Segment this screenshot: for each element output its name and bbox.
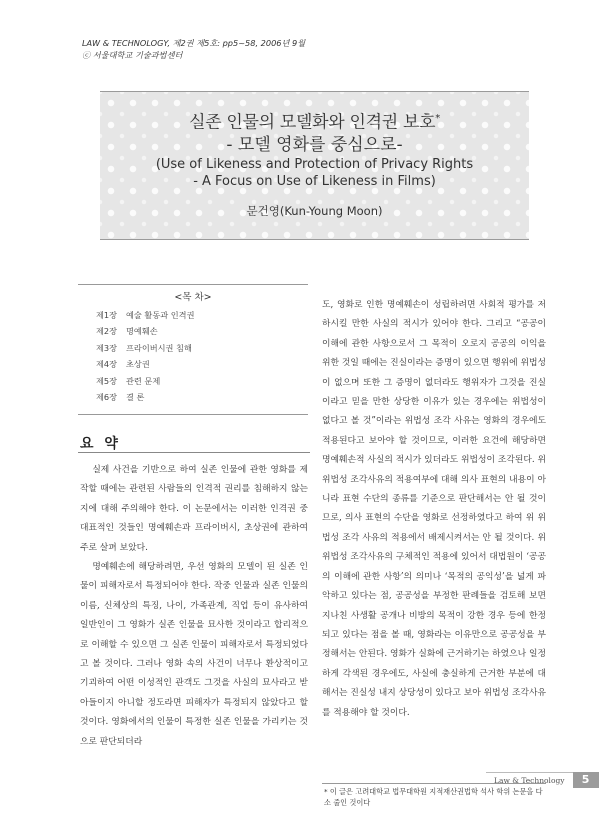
table-of-contents <box>78 284 308 415</box>
toc-item-label: 관련 문제 <box>126 375 161 386</box>
toc-item-label: 프라이버시권 침해 <box>126 342 192 353</box>
toc-item-label: 예술 활동과 인격권 <box>126 310 195 320</box>
paper-subtitle: - 모델 영화를 중심으로- <box>226 134 403 155</box>
toc-item <box>96 307 308 323</box>
page-footer <box>486 772 599 788</box>
toc-item-number: 제2장 <box>96 326 118 337</box>
toc-item-label: 명예훼손 <box>126 326 158 337</box>
toc-item <box>96 340 308 356</box>
left-column <box>80 461 308 752</box>
banner-top-rule <box>100 91 529 92</box>
right-column-paragraph: 도, 영화로 인한 명예훼손이 성립하려면 사회적 평가를 저하시킬 만한 사실의 적시가 있어야 한다. 그리고 “공공이 이해에 관한 사항으로서 그 목적이 오로지 공공의 이익을 위한 것일 때에는 진실이라는 증명이 있으면 행위에 위법성이 없으며 또한 그 증명이 없더라도 행위자가 그것을 진실이라고 믿을 만한 상당한 이유가 있는 경우에는 위법성이 없다고 볼 것”이라는 위법성 조각 사유는 영화의 경우에도 적용된다고 보아야 할 것이므로, 이러한 요건에 해당하면 명예훼손적 사실의 적시가 있더라도 위법성이 조각된다. 위 위법성 조각사유의 적용여부에 대해 의사 표현의 내용이 아니라 표현 수단의 종류를 기준으로 판단해서는 안 될 것이므로, 의사 표현의 수단을 영화로 선정하였다고 하여 위 위법성 조각 사유의 적용에서 배제시켜서는 안 될 것이다. 위 위법성 조각사유의 구체적인 적용에 있어서 대법원이 ‘공공의 이해에 관한 사항’의 의미나 ‘목적의 공익성’을 넓게 파악하고 있다는 점, 공공성을 부정한 판례들을 검토해 보면 지나친 사생활 공개나 비방의 목적이 강한 경우 등에 한정되고 있다는 점을 볼 때, 영화라는 이유만으로 공공성을 부정해서는 안된다. 영화가 실화에 근거하기는 하였으나 일정하게 각색된 경우에도, 사실에 충실하게 근거한 부분에 대해서는 진실성 내지 상당성이 있다고 보아 위법성 조각사유를 적용해야 할 것이다. <box>322 300 546 718</box>
toc-item <box>96 373 308 389</box>
banner-bottom-rule <box>100 239 529 240</box>
toc-item-label: 초상권 <box>126 359 150 370</box>
author: 문건영(Kun-Young Moon) <box>246 204 383 218</box>
footnote: * 이 글은 고려대학교 법무대학원 지적재산권법학 석사 학위 논문을 다소 줄인 것이다 <box>324 787 543 807</box>
summary-paragraph-2: 명예훼손에 해당하려면, 우선 영화의 모델이 된 실존 인물이 피해자로서 특정되어야 한다. 작중 인물과 실존 인물의 이름, 신체상의 특징, 나이, 가족관계, 직업 등이 유사하여 일반인이 그 영화가 실존 인물을 묘사한 것이라고 합리적으로 이해할 수 있으면 그 실존 인물이 피해자로서 특정되었다고 볼 것이다. 그러나 영화 속의 사건이 너무나 환상적이고 기괴하여 어떤 이성적인 관객도 그것을 사실의 묘사라고 받아들이지 아니할 정도라면 피해자가 특정되지 않았다고 할 것이다. 영화에서의 인물이 특정한 실존 인물을 가리키는 것으로 판단되더라 <box>80 562 308 747</box>
right-column <box>322 296 546 723</box>
journal-copyright: ⓒ 서울대학교 기술과법센터 <box>82 50 183 60</box>
english-title-line-1: (Use of Likeness and Protection of Privacy Rights <box>155 156 474 172</box>
toc-item <box>96 389 308 405</box>
toc-item-number: 제6장 <box>96 392 118 403</box>
toc-item-number: 제1장 <box>96 310 118 320</box>
toc-item <box>96 356 308 372</box>
toc-item <box>96 323 308 339</box>
toc-item-number: 제5장 <box>96 375 118 386</box>
toc-item-number: 제4장 <box>96 359 118 370</box>
summary-rule <box>78 452 310 453</box>
summary-heading: 요 약 <box>80 436 121 452</box>
paper-title <box>100 108 529 134</box>
page-number: 5 <box>573 772 599 788</box>
paper-title-text: 실존 인물의 모델화와 인격권 보호 <box>189 112 436 133</box>
toc-heading: <목 차> <box>174 292 212 303</box>
journal-info <box>82 37 305 61</box>
toc-item-number: 제3장 <box>96 342 118 353</box>
toc-item-label: 결 론 <box>126 392 145 403</box>
footer-journal-label: Law & Technology <box>486 772 573 788</box>
journal-citation: LAW & TECHNOLOGY, 제2권 제5호: pp5~58, 2006년 9월 <box>82 38 306 48</box>
title-block <box>100 108 529 190</box>
summary-paragraph-1: 실제 사건을 기반으로 하여 실존 인물에 관한 영화를 제작할 때에는 관련된 사람들의 인격적 권리를 침해하지 않는지에 대해 주의해야 한다. 이 논문에서는 이러한 인격권 중 대표적인 것들인 명예훼손과 프라이버시, 초상권에 관하여 주로 살펴 보았다. <box>80 465 308 553</box>
toc-list <box>78 307 308 405</box>
english-title-line-2: - A Focus on Use of Likeness in Films) <box>193 173 436 189</box>
title-footnote-mark: * <box>435 113 440 124</box>
